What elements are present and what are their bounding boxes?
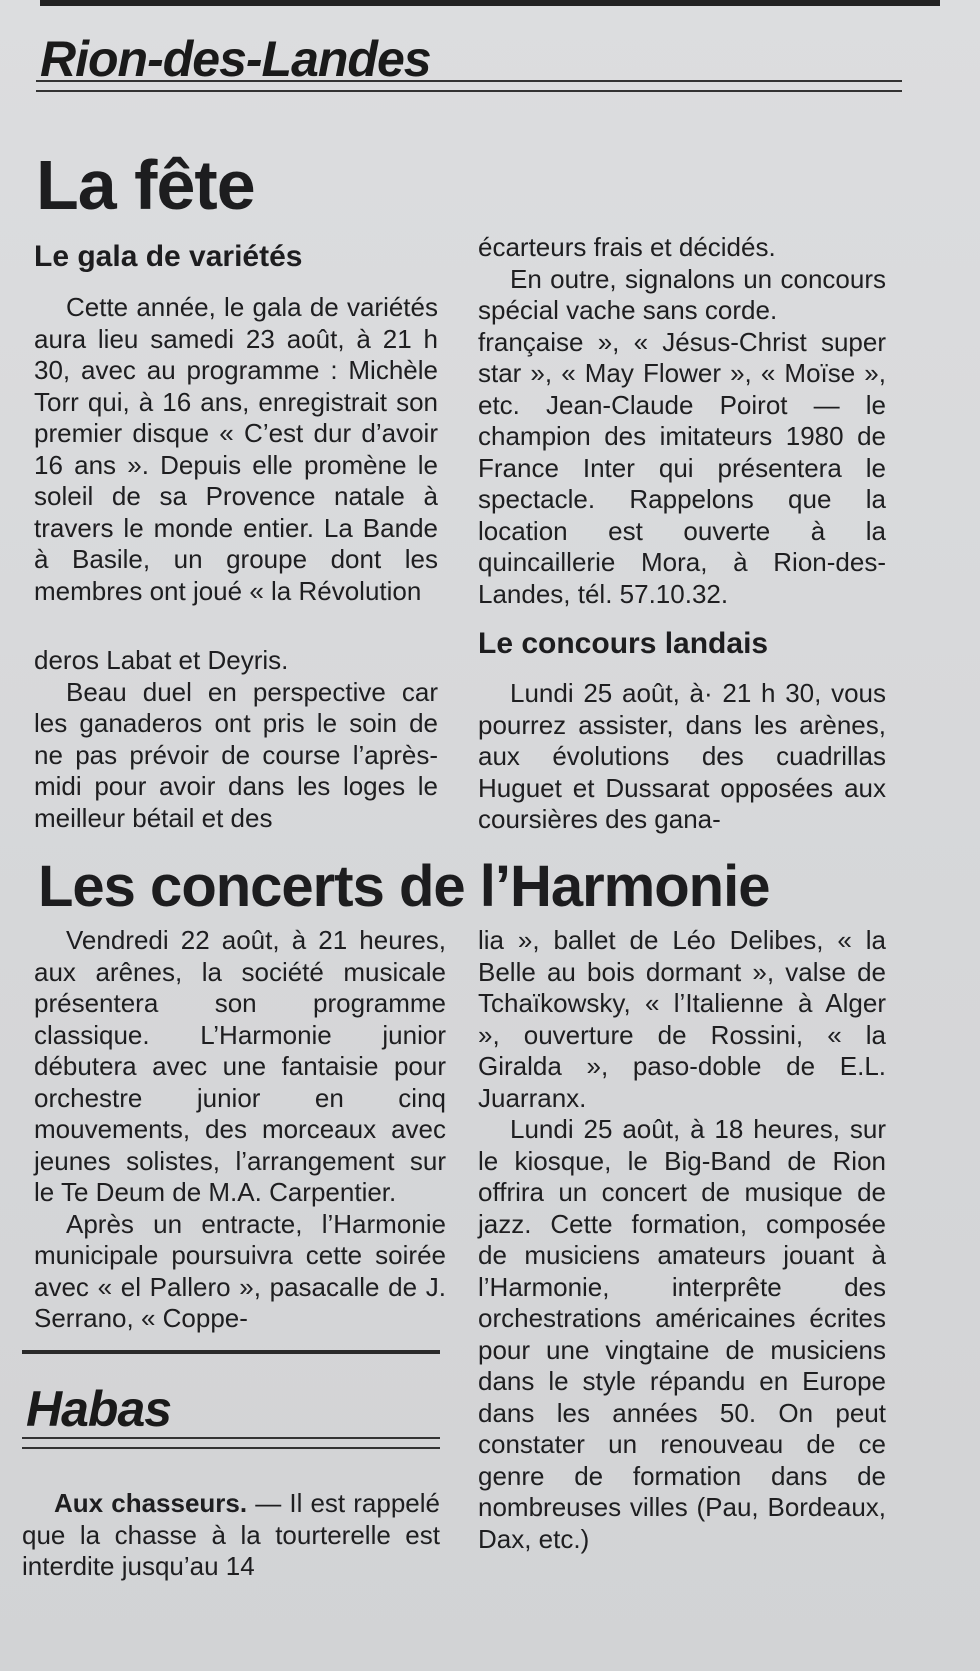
habas-text: — Il est rappelé que la chasse à la tourterelle est interdite jusqu’au 14 — [22, 1488, 440, 1581]
top-rule — [40, 0, 940, 6]
harmonie-paragraph-right-1: lia », ballet de Léo Delibes, « la Belle au bois dormant », valse de Tchaïkowsky, « l’Italienne à Alger », ouverture de Rossini, « la Giralda », paso-doble de E.L. Juarranx. — [478, 925, 886, 1113]
gala-column-left — [34, 292, 438, 607]
habas-double-rule — [22, 1437, 440, 1449]
rion-double-rule — [36, 80, 902, 92]
gala-paragraph-right-3: française », « Jésus-Christ super star », « May Flower », « Moïse », etc. Jean-Claude Poirot — le champion des imitateurs 1980 de France Inter qui présentera le spectacle. Rappelons que la location est ouverte à la quincaillerie Mora, à Rion-des-Landes, tél. 57.10.32. — [478, 326, 886, 609]
harmonie-column-right — [478, 925, 886, 1555]
subtitle-concours: Le concours landais — [478, 627, 769, 660]
gala-paragraph-2: deros Labat et Deyris. — [34, 645, 289, 675]
section-title-rion: Rion-des-Landes — [40, 31, 431, 87]
gala-column-right — [478, 232, 886, 610]
gala-column-left-lower — [34, 645, 438, 834]
habas-paragraph — [22, 1488, 440, 1583]
habas-lead: Aux chasseurs. — [54, 1488, 248, 1518]
gala-paragraph-3: Beau duel en perspective car les ganaderos ont pris le soin de ne pas prévoir de course l’après-midi pour avoir dans les loges le meilleur bétail et des — [34, 676, 438, 833]
concours-paragraph: Lundi 25 août, à· 21 h 30, vous pourrez assister, dans les arènes, aux évolutions des cuadrillas Huguet et Dussarat opposées aux coursières des gana- — [478, 678, 886, 834]
gala-paragraph-right-2: En outre, signalons un concours spécial vache sans corde. — [478, 263, 886, 325]
section-title-habas: Habas — [26, 1381, 172, 1437]
habas-column — [22, 1488, 440, 1583]
gala-paragraph-right-1: écarteurs frais et décidés. — [478, 232, 776, 262]
concours-column — [478, 678, 886, 836]
harmonie-paragraph-2: Après un entracte, l’Harmonie municipale poursuivra cette soirée avec « el Pallero », pasacalle de J. Serrano, « Coppe- — [34, 1208, 446, 1333]
gala-paragraph-1: Cette année, le gala de variétés aura lieu samedi 23 août, à 21 h 30, avec au programme : Michèle Torr qui, à 16 ans, enregistrait son premier disque « C’est dur d’avoir 16 ans ». Depuis elle promène le soleil de sa Provence natale à travers le monde entier. La Bande à Basile, un groupe dont les membres ont joué « la Révolution — [34, 292, 438, 606]
subtitle-gala: Le gala de variétés — [34, 240, 303, 273]
harmonie-paragraph-right-2: Lundi 25 août, à 18 heures, sur le kiosque, le Big-Band de Rion offrira un concert de musique de jazz. Cette formation, composée de musiciens amateurs jouant à l’Harmonie, interprête des orchestrations américaines écrites pour une vingtaine de musiciens dans le style répandu en Europe dans les années 50. On peut constater un renouveau de ce genre de formation dans de nombreuses villes (Pau, Bordeaux, Dax, etc.) — [478, 1114, 886, 1554]
harmonie-paragraph-1: Vendredi 22 août, à 21 heures, aux arênes, la société musicale présentera son programme classique. L’Harmonie junior débutera avec une fantaisie pour orchestre junior en cinq mouvements, des morceaux avec jeunes solistes, l’arrangement sur le Te Deum de M.A. Carpentier. — [34, 925, 446, 1207]
headline-la-fete: La fête — [36, 146, 255, 224]
harmonie-column-left — [34, 925, 446, 1335]
headline-harmonie: Les concerts de l’Harmonie — [38, 854, 770, 919]
habas-top-rule — [22, 1350, 440, 1354]
